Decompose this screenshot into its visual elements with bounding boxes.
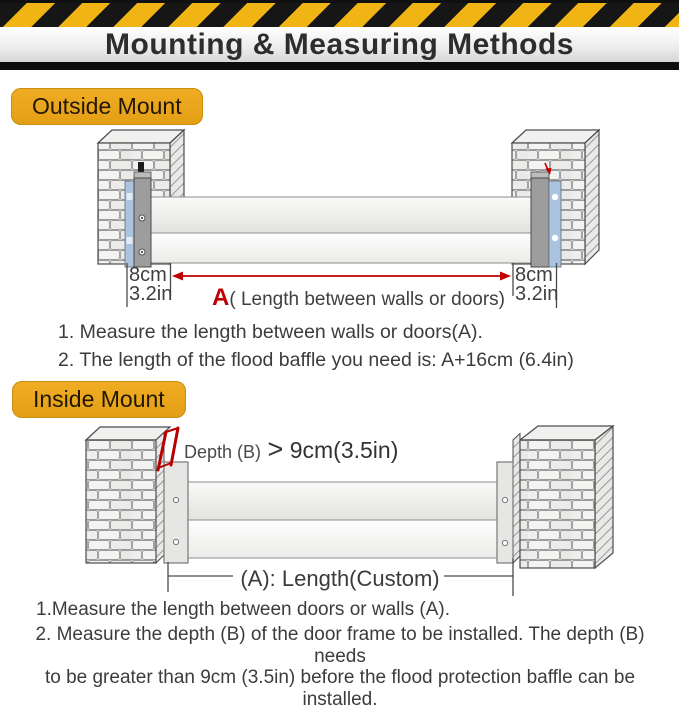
length-custom-label: (A): Length(Custom)	[240, 566, 440, 591]
left-brick-pillar	[86, 427, 170, 563]
inside-step-1: 1.Measure the length between doors or walls (A).	[36, 599, 450, 620]
inside-step-2	[8, 624, 672, 710]
page-title: Mounting & Measuring Methods	[0, 27, 679, 62]
length-arrow	[172, 272, 511, 281]
left-offset-dimension	[129, 266, 175, 303]
greater-than-sign: >	[267, 434, 284, 464]
inside-step-2-line-1: 2. Measure the depth (B) of the door frame to be installed. The depth (B) needs	[35, 624, 645, 667]
hazard-stripe-band	[0, 0, 679, 27]
inside-mount-badge: Inside Mount	[12, 381, 186, 418]
header-divider	[0, 62, 679, 70]
outside-step-2: 2. The length of the flood baffle you need is: A+16cm (6.4in)	[58, 348, 574, 371]
left-offset-inch: 3.2in	[129, 282, 173, 305]
right-mounting-bracket	[497, 462, 513, 563]
left-mounting-bracket	[164, 462, 188, 563]
length-a-letter: A	[212, 284, 230, 311]
depth-b-text: Depth (B)	[184, 442, 262, 462]
outside-step-1: 1. Measure the length between walls or doors(A).	[58, 321, 483, 343]
inside-step-2-line-2: to be greater than 9cm (3.5in) before the flood protection baffle can be installed.	[44, 667, 636, 710]
flood-baffle	[188, 482, 497, 558]
outside-mount-badge: Outside Mount	[11, 88, 203, 125]
right-brick-pillar	[513, 426, 613, 568]
length-a-label	[212, 284, 505, 312]
right-offset-cm: 8cm	[515, 264, 553, 286]
flood-baffle	[151, 197, 532, 263]
right-offset-dimension	[515, 266, 561, 303]
depth-b-label	[184, 434, 398, 465]
length-a-text: ( Length between walls or doors)	[229, 289, 505, 310]
left-offset-cm: 8cm	[129, 264, 167, 286]
right-offset-inch: 3.2in	[515, 282, 559, 305]
outside-mount-steps	[58, 319, 574, 374]
depth-b-value: 9cm(3.5in)	[289, 437, 399, 463]
